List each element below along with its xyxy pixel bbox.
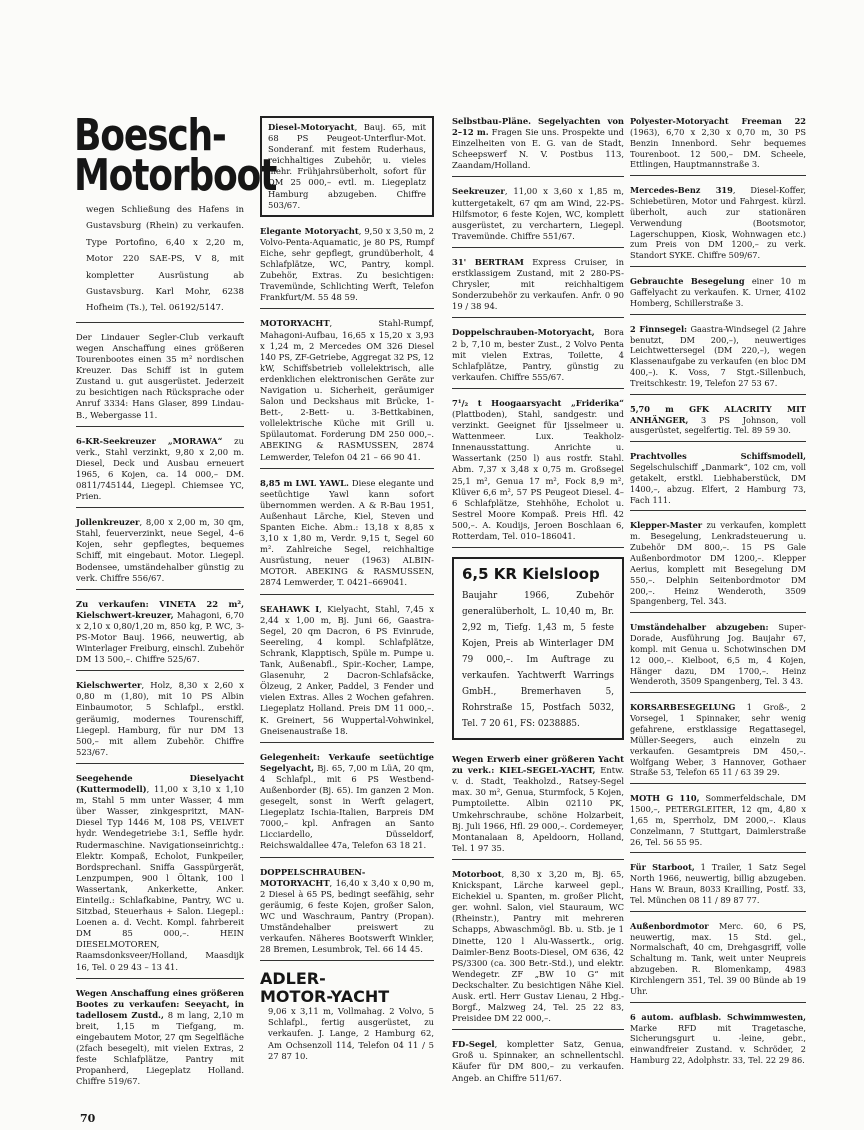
boesch-title-line1: Boesch- bbox=[74, 110, 226, 161]
ad-headline: 8,85 m LWL YAWL. bbox=[260, 477, 349, 488]
ad-text: Fragen Sie uns. Prospekte und Einzelheiten von E. G. van de Stadt, Scheepswerf N. V. Postbus 113, Zaandam/Holland. bbox=[452, 127, 624, 171]
ad-text: , 8,00 x 2,00 m, 30 qm, Stahl, feuerverzinkt, neue Segel, 4–6 Kojen, sehr gepflegtes, bequemes Schiff, mit eingebaut. Motor. Liegepl. Bodensee, umständehalber günstig zu verk. Chiffre 556/67. bbox=[76, 517, 244, 583]
ad-text: Marke RFD mit Tragetasche, Sicherungsgurt u. -leine, gebr., einwandfreier Zustand. v. Schröder, 2 Hamburg 22, Adolphstr. 33, Tel. 22 29 86. bbox=[630, 1022, 806, 1066]
ad-text: Gaastra-Windsegel (2 Jahre benutzt, DM 200,–), neuwertiges Leichtwettersegel (DM 220,–), wegen Klassenaufgabe zu verkaufen (en bloc DM 400,–). K. Voss, 7 Stgt.-Sillenbuch, Treitschkestr. 19, Telefon 27 53 67. bbox=[630, 323, 806, 388]
classified-ad bbox=[260, 226, 434, 310]
ad-text: zu verk., Stahl verzinkt, 9,80 x 2,00 m. Diesel, Deck und Ausbau erneuert 1965, 6 Kojen, ca. 14 000,– DM. 0811/745144, Liegepl. Chiemsee YC, Prien. bbox=[76, 435, 244, 502]
adler-body: 9,06 x 3,11 m, Vollmahag. 2 Volvo, 5 Schlafpl., fertig ausgerüstet, zu verkaufen. J. Lange, 2 Hamburg 62, Am Ochsenzoll 114, Telefon 04 11 / 5 27 87 10. bbox=[268, 1006, 434, 1061]
ad-text: Sommerfeldschale, DM 1500,–, PETERGLEITER, 12 qm, 4,80 x 1,65 m, Sperrholz, DM 2000,–. Klaus Conzelmann, 7 Stuttgart, Daimlerstraße 26, Tel. 56 55 95. bbox=[630, 793, 806, 847]
adler-ad bbox=[260, 970, 434, 1066]
ad-headline: 31' BERTRAM bbox=[452, 256, 524, 267]
ad-text: , Stahl-Rumpf, Mahagoni-Aufbau, 16,65 x 15,20 x 3,93 x 1,24 m, 2 Mercedes OM 326 Diesel 140 PS, ZF-Getriebe, Aggregat 32 PS, 12 kW, Schiffsbetrieb vollelektrisch, alle erdenklichen elektronischen Geräte zur Navigation u. Sicherheit, geräumiger Salon und Deckshaus mit Brücke, 1-Bett-, 2-Bett- u. 3-Bettkabinen, vollelektrische Küche mit Grill u. Spülautomat. Forderung DM 250 000,–. ABEKING & RASMUSSEN, 2874 Lemwerder, Telefon 04 21 – 66 90 41. bbox=[260, 318, 434, 462]
ad-headline: Umständehalber abzugeben: bbox=[630, 622, 769, 633]
ad-headline: 7¹/₂ t Hoogaarsyacht „Friderika“ bbox=[452, 397, 624, 408]
classified-ad bbox=[76, 332, 244, 427]
classified-ad bbox=[76, 988, 244, 1093]
classified-ad bbox=[452, 116, 624, 177]
ad-headline: Für Starboot, bbox=[630, 862, 695, 873]
classified-ad bbox=[630, 185, 806, 267]
classified-ad bbox=[76, 773, 244, 979]
ad-text: Bora 2 b, 7,10 m, bester Zust., 2 Volvo Penta mit vielen Extras, Toilette, 4 Schlafplätze, Pantry, günstig zu verkaufen. Chiffre 555/67. bbox=[452, 327, 624, 382]
ad-text: , 16,40 x 3,40 x 0,90 m, 2 Diesel à 65 PS, bedingt seefähig, sehr geräumig, 6 feste Kojen, großer Salon, WC und Waschraum, Pantry (Propan). Umständehalber preiswert zu verkaufen. Näheres Bootswerft Winkler, 28 Bremen, Lesumbrok, Tel. 66 14 45. bbox=[260, 877, 434, 955]
classified-ad bbox=[452, 186, 624, 247]
boesch-title bbox=[74, 110, 277, 201]
ad-text: Merc. 60, 6 PS, neuwertig, max. 15 Std. gel., Normalschaft, 40 cm, Drehgasgriff, volle Schaltung m. Tank, weit unter Neupreis abzugeben. R. Blomenkamp, 4983 Kirchlengern 351, Tel. 39 00 Bünde ab 19 Uhr. bbox=[630, 920, 806, 996]
ad-headline: Prachtvolles Schiffsmodell, bbox=[630, 451, 806, 462]
ad-headline: Selbstbau-Pläne. Segelyachten von 2–12 m. bbox=[452, 116, 624, 138]
ad-headline: Wegen Anschaffung eines größeren Bootes zu verkaufen: Seeyacht, in tadellosem Zustd., bbox=[76, 987, 244, 1020]
ad-text: Der Lindauer Segler-Club verkauft wegen Anschaffung eines größeren Tourenbootes einen 35 m² nordischen Kreuzer. Das Schiff ist in gutem Zustand u. gut ausgerüstet. Jederzeit zu besichtigen nach Rücksprache oder Anruf 3334: Hans Glaser, 899 Lindau-B., Webergasse 11. bbox=[76, 331, 244, 420]
classified-ad bbox=[630, 404, 806, 443]
ad-headline: Polyester-Motoryacht Freeman 22 bbox=[630, 116, 806, 126]
ad-text: einer 10 m Gaffelyacht zu verkaufen. K. Urner, 4102 Homberg, Schillerstraße 3. bbox=[630, 276, 806, 308]
ad-text: , 8,30 x 3,20 m, Bj. 65, Knickspant, Lärche karweel gepl., Eichekiel u. Spanten, m. großer Plicht, ger. wohnl. Salon, viel Stauraum, WC (Rheinstr.), Pantry mit mehreren Schapps, Abwaschmögl. Bb. u. Stb. je 1 Dinette, 120 l Alu-Wassertk., orig. Daimler-Benz Boots-Diesel, OM 636, 42 PS/3300 (ca. 300 Betr.-Std.), und elektr. Wendegetr. ZF „BW 10 G“ mit Deckschalter. Zu besichtigen Nähe Kiel. Ausk. ertl. Herr Gustav Lienau, 2 Hbg.-Borgf., Malzweg 24, Tel. 25 22 83, Preisidee DM 22 000,–. bbox=[452, 868, 624, 1024]
ad-text: , kompletter Satz, Genua, Groß u. Spinnaker, an schnellentschl. Käufer für DM 800,– zu verkaufen. Angeb. an Chiffre 511/67. bbox=[452, 1039, 624, 1083]
ad-headline: Gelegenheit: Verkaufe seetüchtige Segelyacht, bbox=[260, 751, 434, 773]
classified-ad bbox=[630, 921, 806, 1003]
boesch-body: wegen Schließung des Hafens in Gustavsburg (Rhein) zu verkaufen. Type Portofino, 6,40 x 2,20 m, Motor 220 SAE-PS, V 8, mit kompletter Ausrüstung ab Gustavsburg. Karl Mohr, 6238 Hofheim (Ts.), Tel. 06192/5147. bbox=[86, 205, 244, 314]
classified-ad bbox=[452, 869, 624, 1030]
ad-text: 8 m lang, 2,10 m breit, 1,15 m Tiefgang, m. eingebautem Motor, 27 qm Segelfläche (2fach besegelt), mit vielen Extras, 2 feste Schlafplätze, Pantry mit Propanherd, Liegeplatz Holland. Chiffre 519/67. bbox=[76, 1009, 244, 1087]
ad-headline: 2 Finnsegel: bbox=[630, 323, 688, 334]
classified-ad bbox=[630, 862, 806, 911]
ad-headline: Diesel-Motoryacht bbox=[268, 122, 355, 132]
classified-ad bbox=[630, 622, 806, 693]
ad-text: Super-Dorade, Ausführung Jog. Baujahr 67, kompl. mit Genua u. Schotwinschen DM 12 000,–. Kielboot, 6,5 m, 4 Kojen, Hänger dazu, DM 1700,–. Heinz Wenderoth, 3509 Spangenberg, Tel. 3 43. bbox=[630, 622, 806, 687]
kielsloop-body: Baujahr 1966, Zubehör generalüberholt, L. 10,40 m, Br. 2,92 m, Tiefg. 1,43 m, 5 feste Kojen, Preis ab Winterlager DM 79 000,–. Im Auftrage zu verkaufen. Yachtwerft Warrings GmbH., Bremerhaven 5, Rohrstraße 15, Postfach 5032, Tel. 7 20 61, FS: 0238885. bbox=[462, 591, 614, 730]
ad-headline: Wegen Erwerb einer größeren Yacht zu verk.: KIEL-SEGEL-YACHT, bbox=[452, 754, 624, 776]
ad-headline: FD-Segel bbox=[452, 1039, 495, 1050]
boesch-ad bbox=[74, 110, 277, 323]
ad-text: , Bauj. 65, mit 68 PS Peugeot-Unterflur-Mot. Sonderanf. mit festem Ruderhaus, reichhaltiges Zubehör, u. vieles mehr. Frühjahrsüberholt, sofort für DM 25 000,– evtl. m. Liegeplatz Hamburg abzugeben. Chiffre 503/67. bbox=[268, 122, 426, 210]
classified-ad bbox=[630, 324, 806, 395]
ad-text: , Kielyacht, Stahl, 7,45 x 2,44 x 1,00 m, Bj. Juni 66, Gaastra-Segel, 20 qm Dacron, 6 PS Evinrude, Seereling, 4 kompl. Schlafplätze, Schrank, Klapptisch, Spüle m. Pumpe u. Tank, Außenabfl., Spir.-Kocher, Lampe, Glasenuhr, 2 Dacron-Schlafsäcke, Ölzeug, 2 Anker, Paddel, 3 Fender und vielen Extras. Alles 2 Wochen gefahren. Liegeplatz Holland. Preis DM 11 000,–. K. Greinert, 56 Wuppertal-Vohwinkel, Gneisenaustraße 18. bbox=[260, 603, 434, 736]
ad-text: Diese elegante und seetüchtige Yawl kann sofort übernommen werden. A & R-Bau 1951, Außenhaut Lärche, Kiel, Steven und Spanten Eiche. Abm.: 13,18 x 8,85 x 3,10 x 1,80 m, Verdr. 9,15 t, Segel 60 m². Zahlreiche Segel, reichhaltige Ausrüstung, neuer (1963) ALBIN-MOTOR. ABEKING & RASMUSSEN, 2874 Lemwerder, T. 0421–669041. bbox=[260, 477, 435, 588]
ad-headline: Außenbordmotor bbox=[630, 920, 709, 931]
ad-headline: 6 autom. aufblasb. Schwimmwesten, bbox=[630, 1011, 806, 1022]
classified-ad bbox=[630, 520, 806, 613]
ad-text: , 11,00 x 3,60 x 1,85 m, kuttergetakelt, 67 qm am Wind, 22-PS-Hilfsmotor, 6 feste Kojen, WC, komplett ausgerüstet, zu verchartern, Liegepl. Travemünde. Chiffre 551/67. bbox=[452, 186, 624, 241]
boesch-title-line2: Motorboot bbox=[74, 150, 277, 201]
classified-ad bbox=[452, 327, 624, 388]
ad-text: , 11,00 x 3,10 x 1,10 m, Stahl 5 mm unter Wasser, 4 mm über Wasser, zinkgespritzt, MAN-Diesel Typ 1446 M, 108 PS, VELVET hydr. Wendegetriebe 3:1, Seffle hydr. Rudermaschine. Navigationseinrichtg.: Elektr. Kompaß, Echolot, Funkpeiler, Bordsprechanl. Sniffa Gasspürgerät, Lenzpumpen, 900 l Öltank, 100 l Wassertank, Ankerkette, Anker. Einteilg.: Schlafkabine, Pantry, WC u. Sitzbad, Steuerhaus + Salon. Liegepl.: Loenen a. d. Vecht. Kompl. fahrbereit DM 85 000,–. HEIN DIESELMOTOREN, Raamsdonksveer/Holland, Maasdijk 16, Tel. 0 29 43 – 13 41. bbox=[76, 784, 244, 972]
classified-ad bbox=[260, 752, 434, 858]
ad-headline: SEAHAWK I bbox=[260, 603, 320, 614]
ad-text: , Holz, 8,30 x 2,60 x 0,80 m (1,80), mit 10 PS Albin Einbaumotor, 5 Schlafpl., erstkl. geräumig, modernes Tourenschiff, Liegepl. Hamburg, für nur DM 13 500,– mit allem Zubehör. Chiffre 523/67. bbox=[76, 680, 244, 757]
ad-headline: Zu verkaufen: VINETA 22 m², Kielschwert-kreuzer, bbox=[76, 598, 244, 620]
page-number: 70 bbox=[80, 1112, 96, 1125]
classified-ad bbox=[630, 1012, 806, 1071]
ad-text: , Diesel-Koffer, Schiebetüren, Motor und Fahrgest. kürzl. überholt, auch zur stationären Verwendung (Bootsmotor, Lagerschuppen, Kiosk, Wohnwagen etc.) zum Preis von DM 1200,– zu verk. Standort SYKE. Chiffre 509/67. bbox=[630, 185, 806, 261]
ad-text: (1963), 6,70 x 2,30 x 0,70 m, 30 PS Benzin Innenbord. Sehr bequemes Tourenboot. 12 500,– DM. Scheele, Ettlingen, Hauptmannstraße 3. bbox=[630, 126, 806, 170]
classified-ad bbox=[452, 1039, 624, 1088]
ad-headline: 5,70 m GFK ALACRITY MIT ANHÄNGER, bbox=[630, 403, 806, 425]
ad-headline: Kielschwerter bbox=[76, 680, 142, 691]
column-1 bbox=[74, 110, 277, 1101]
classified-ad bbox=[630, 276, 806, 315]
classified-ad bbox=[260, 867, 434, 962]
ad-headline: 6-KR-Seekreuzer „MORAWA“ bbox=[76, 435, 223, 446]
ad-text: Mahagoni, 6,70 x 2,10 x 0,80/1,20 m, 850 kg, P. WC, 3-PS-Motor Bauj. 1966, neuwertig, ab Winterlager Freiburg, einschl. Zubehör DM 13 500,–. Chiffre 525/67. bbox=[76, 609, 244, 665]
adler-title bbox=[260, 970, 434, 1006]
ad-text: Bj. 65, 7,00 m LüA, 20 qm, 4 Schlafpl., mit 6 PS Westbend-Außenborder (Bj. 65). Im ganzen 2 Mon. gesegelt, sonst in Werft gelagert, Liegeplatz Ischia-Italien, Barpreis DM 7000,– kpl. Anfragen an Santo Licciardello, Düsseldorf, Reichswaldallee 47a, Telefon 63 18 21. bbox=[260, 762, 434, 851]
ad-text: zu verkaufen, komplett m. Besegelung, Lenkradsteuerung u. Zubehör DM 800,–. 15 PS Gale Außenbordmotor DM 1200,–. Klepper Aerius, komplett mit Besegelung DM 550,–. Delphin Seitenbordmotor DM 200,–. Heinz Wenderoth, 3509 Spangenberg, Tel. 343. bbox=[630, 520, 806, 607]
ad-headline: Elegante Motoryacht bbox=[260, 225, 359, 236]
column-2 bbox=[260, 116, 434, 1076]
ad-headline: Jollenkreuzer bbox=[76, 517, 140, 528]
classified-ad bbox=[76, 436, 244, 509]
classified-ad bbox=[452, 257, 624, 318]
classified-ad bbox=[630, 702, 806, 784]
ad-headline: MOTH G 110, bbox=[630, 793, 700, 804]
classified-ad bbox=[452, 398, 624, 548]
classified-ad bbox=[452, 754, 624, 860]
ad-headline: Mercedes-Benz 319 bbox=[630, 185, 733, 196]
classified-ad bbox=[630, 451, 806, 511]
ad-headline: Seegehende Dieselyacht (Kuttermodell) bbox=[76, 772, 244, 795]
adler-title-line1: ADLER- bbox=[260, 969, 326, 989]
ad-text: Express Cruiser, in erstklassigem Zustand, mit 2 280-PS-Chrysler, mit reichhaltigem Sonderzubehör zu verkaufen. Anfr. 0 90 19 / 38 94. bbox=[452, 256, 624, 312]
boxed-ad bbox=[260, 116, 434, 217]
classified-ad bbox=[76, 599, 244, 672]
ad-headline: Seekreuzer bbox=[452, 186, 505, 197]
column-3 bbox=[452, 116, 624, 1098]
ad-headline: Gebrauchte Besegelung bbox=[630, 276, 745, 287]
ad-text: (Plattboden), Stahl, sandgestr. und verzinkt. Geeignet für Ijsselmeer u. Wattenmeer. Lux. Teakholz-Innenausstattung. Anrichte u. Wassertank (250 l) aus rostfr. Stahl. Abm. 7,37 x 3,48 x 0,75 m. Großsegel 25,1 m², Genua 17 m², Fock 8,9 m², Klüver 6,6 m², 57 PS Peugeot Diesel. 4–6 Schlafplätze, Stehhöhe, Echolot u. Sestrel Moore Kompaß. Preis Hfl. 42 500,–. A. Koudijs, Jeroen Boschlaan 6, Rotterdam, Tel. 010–186041. bbox=[452, 408, 624, 541]
ad-headline: DOPPELSCHRAUBEN-MOTORYACHT bbox=[260, 866, 366, 888]
column-4 bbox=[630, 116, 806, 1080]
adler-title-line2: MOTOR-YACHT bbox=[260, 987, 390, 1007]
ad-headline: Motorboot bbox=[452, 868, 502, 879]
ad-headline: Doppelschrauben-Motoryacht, bbox=[452, 327, 595, 338]
classified-ad bbox=[630, 793, 806, 853]
classified-ad bbox=[260, 604, 434, 743]
ad-headline: KORSARBESEGELUNG bbox=[630, 702, 736, 713]
classified-ad bbox=[630, 116, 806, 176]
ad-text: 1 Groß-, 2 Vorsegel, 1 Spinnaker, sehr wenig gefahrene, erstklassige Regattasegel, Müller-Seegers, auch einzeln zu verkaufen. Gesamtpreis DM 450,–. Wolfgang Weber, 3 Hannover, Gothaer Straße 53, Telefon 65 11 / 63 39 29. bbox=[630, 702, 806, 778]
kielsloop-box bbox=[452, 557, 624, 740]
ad-headline: MOTORYACHT bbox=[260, 318, 330, 329]
ad-text: 3 PS Johnson, voll ausgerüstet, segelfertig. Tel. 89 59 30. bbox=[630, 414, 806, 436]
kielsloop-title: 6,5 KR Kielsloop bbox=[462, 565, 600, 584]
ad-text: Entw. v. d. Stadt, Teakholzd., Ratsey-Segel max. 30 m², Genua, Sturmfock, 5 Kojen, Pumptoilette. Albin 02110 PK, Umkehrschraube, schöne Holzarbeit, Bj. Juli 1966, Hfl. 29 000,–. Cordemeyer, Montanalaan 8, Apeldoorn, Holland, Tel. 1 97 35. bbox=[452, 765, 624, 853]
ad-text: , 9,50 x 3,50 m, 2 Volvo-Penta-Aquamatic, je 80 PS, Rumpf Eiche, sehr gepflegt, grundüberholt, 4 Schlafplätze, WC, Pantry, kompl. Zubehör, Extras. Zu besichtigen: Travemünde, Schlichting Werft, Telefon Frankfurt/M. 55 48 59. bbox=[260, 225, 434, 303]
classified-ad bbox=[260, 478, 434, 595]
ad-text: Segelschulschiff „Danmark“, 102 cm, voll getakelt, erstkl. Liebhaberstück, DM 1400,–, abzug. Elfert, 2 Hamburg 73, Fach 111. bbox=[630, 462, 806, 505]
classified-ad bbox=[260, 318, 434, 468]
classified-ad bbox=[76, 680, 244, 764]
ad-headline: Klepper-Master bbox=[630, 520, 703, 531]
ad-text: 1 Trailer, 1 Satz Segel North 1966, neuwertig, billig abzugeben. Hans W. Braun, 8033 Krailling, Postf. 33, Tel. München 08 11 / 89 87 77. bbox=[630, 862, 806, 905]
classified-ad bbox=[76, 517, 244, 590]
kielsloop-ad bbox=[452, 557, 624, 745]
